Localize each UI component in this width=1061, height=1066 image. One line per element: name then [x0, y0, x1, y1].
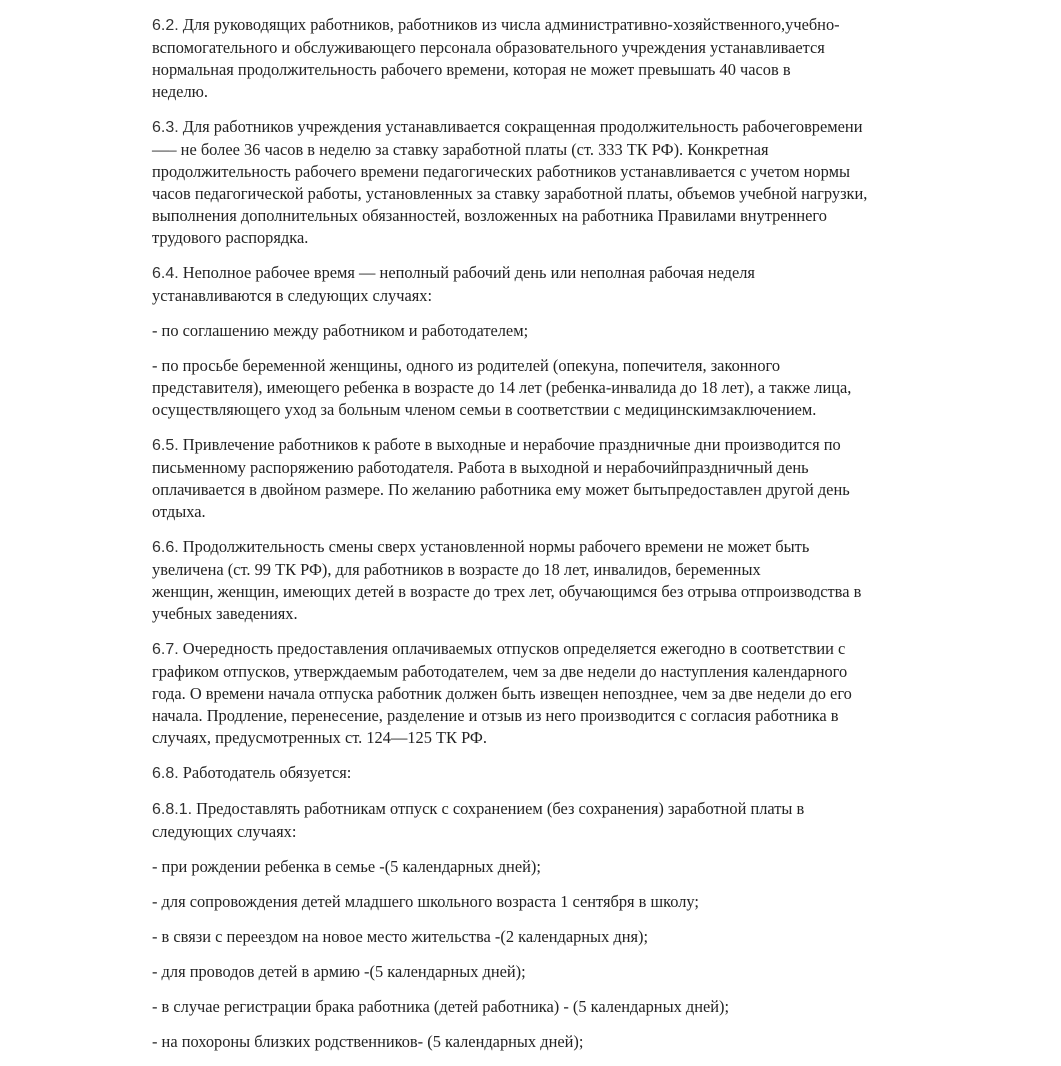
list-item [152, 996, 972, 1018]
list-item-text: - в случае регистрации брака работника (детей работника) - (5 календарных дней); [152, 997, 730, 1016]
paragraph-text: Предоставлять работникам отпуск с сохранением (без сохранения) заработной платы в следующих случаях: [152, 799, 805, 841]
clause-number: 6.6. [152, 539, 179, 556]
paragraph-text: Продолжительность смены сверх установленной нормы рабочего времени не может быть увеличена (ст. 99 ТК РФ), для работников в возрасте до 18 лет, инвалидов, беременных женщин, женщин, имеющих детей в возрасте до трех лет, обучающимся без отрыва отпроизводства в учебных заведениях. [152, 537, 862, 623]
clause-number: 6.7. [152, 641, 179, 658]
clause-number: 6.8.1. [152, 801, 193, 818]
paragraph-text: Для руководящих работников, работников из числа административно-хозяйственного,учебно- вспомогательного и обслуживающего персонала образовательного учреждения устанавливается нормальная продолжительность рабочего времени, которая не может превышать 40 часов в неделю. [152, 15, 840, 101]
clause-number: 6.4. [152, 265, 179, 282]
list-item [152, 320, 972, 342]
list-item [152, 926, 972, 948]
paragraph-6-8 [152, 762, 972, 785]
list-item-text: - для сопровождения детей младшего школьного возраста 1 сентября в школу; [152, 892, 699, 911]
paragraph-text: Для работников учреждения устанавливается сокращенная продолжительность рабочеговремени —– не более 36 часов в неделю за ставку заработной платы (ст. 333 ТК РФ). Конкретная продолжительность рабочего времени педагогических работников устанавливается с учетом нормы часов педагогической работы, установленных за ставку заработной платы, объемов учебной нагрузки, выполнения дополнительных обязанностей, возложенных на работника Правилами внутреннего трудового распорядка. [152, 117, 868, 247]
paragraph-text: Неполное рабочее время — неполный рабочий день или неполная рабочая неделя устанавливаются в следующих случаях: [152, 263, 755, 305]
list-item-text: - по соглашению между работником и работодателем; [152, 321, 529, 340]
paragraph-6-6 [152, 536, 972, 625]
paragraph-text: Работодатель обязуется: [178, 763, 352, 782]
clause-number: 6.3. [152, 119, 179, 136]
clause-number: 6.8. [152, 765, 179, 782]
paragraph-6-7 [152, 638, 972, 749]
list-item [152, 961, 972, 983]
paragraph-text: Очередность предоставления оплачиваемых отпусков определяется ежегодно в соответствии с графиком отпусков, утверждаемым работодателем, чем за две недели до наступления календарного года. О времени начала отпуска работник должен быть извещен непозднее, чем за две недели до его начала. Продление, перенесение, разделение и отзыв из него производится с согласия работника в случаях, предусмотренных ст. 124—125 ТК РФ. [152, 639, 852, 747]
clause-number: 6.2. [152, 17, 179, 34]
list-item [152, 891, 972, 913]
clause-number: 6.5. [152, 437, 179, 454]
list-item-text: - для проводов детей в армию -(5 календарных дней); [152, 962, 526, 981]
list-item [152, 1031, 972, 1053]
document-page [152, 14, 972, 1066]
list-item-text: - в связи с переездом на новое место жительства -(2 календарных дня); [152, 927, 649, 946]
list-item-text: - на похороны близких родственников- (5 календарных дней); [152, 1032, 584, 1051]
list-item [152, 355, 972, 421]
paragraph-6-3 [152, 116, 972, 249]
paragraph-6-8-1 [152, 798, 972, 843]
list-item-text: - при рождении ребенка в семье -(5 календарных дней); [152, 857, 541, 876]
paragraph-6-5 [152, 434, 972, 523]
paragraph-text: Привлечение работников к работе в выходные и нерабочие праздничные дни производится по письменному распоряжению работодателя. Работа в выходной и нерабочийпраздничный день оплачивается в двойном размере. По желанию работника ему может бытьпредоставлен другой день отдыха. [152, 435, 850, 521]
list-item-text: - по просьбе беременной женщины, одного из родителей (опекуна, попечителя, законного представителя), имеющего ребенка в возрасте до 14 лет (ребенка-инвалида до 18 лет), а также лица, осуществляющего уход за больным членом семьи в соответствии с медицинскимзаключением. [152, 356, 852, 419]
paragraph-6-2 [152, 14, 972, 103]
paragraph-6-4 [152, 262, 972, 307]
list-item [152, 856, 972, 878]
